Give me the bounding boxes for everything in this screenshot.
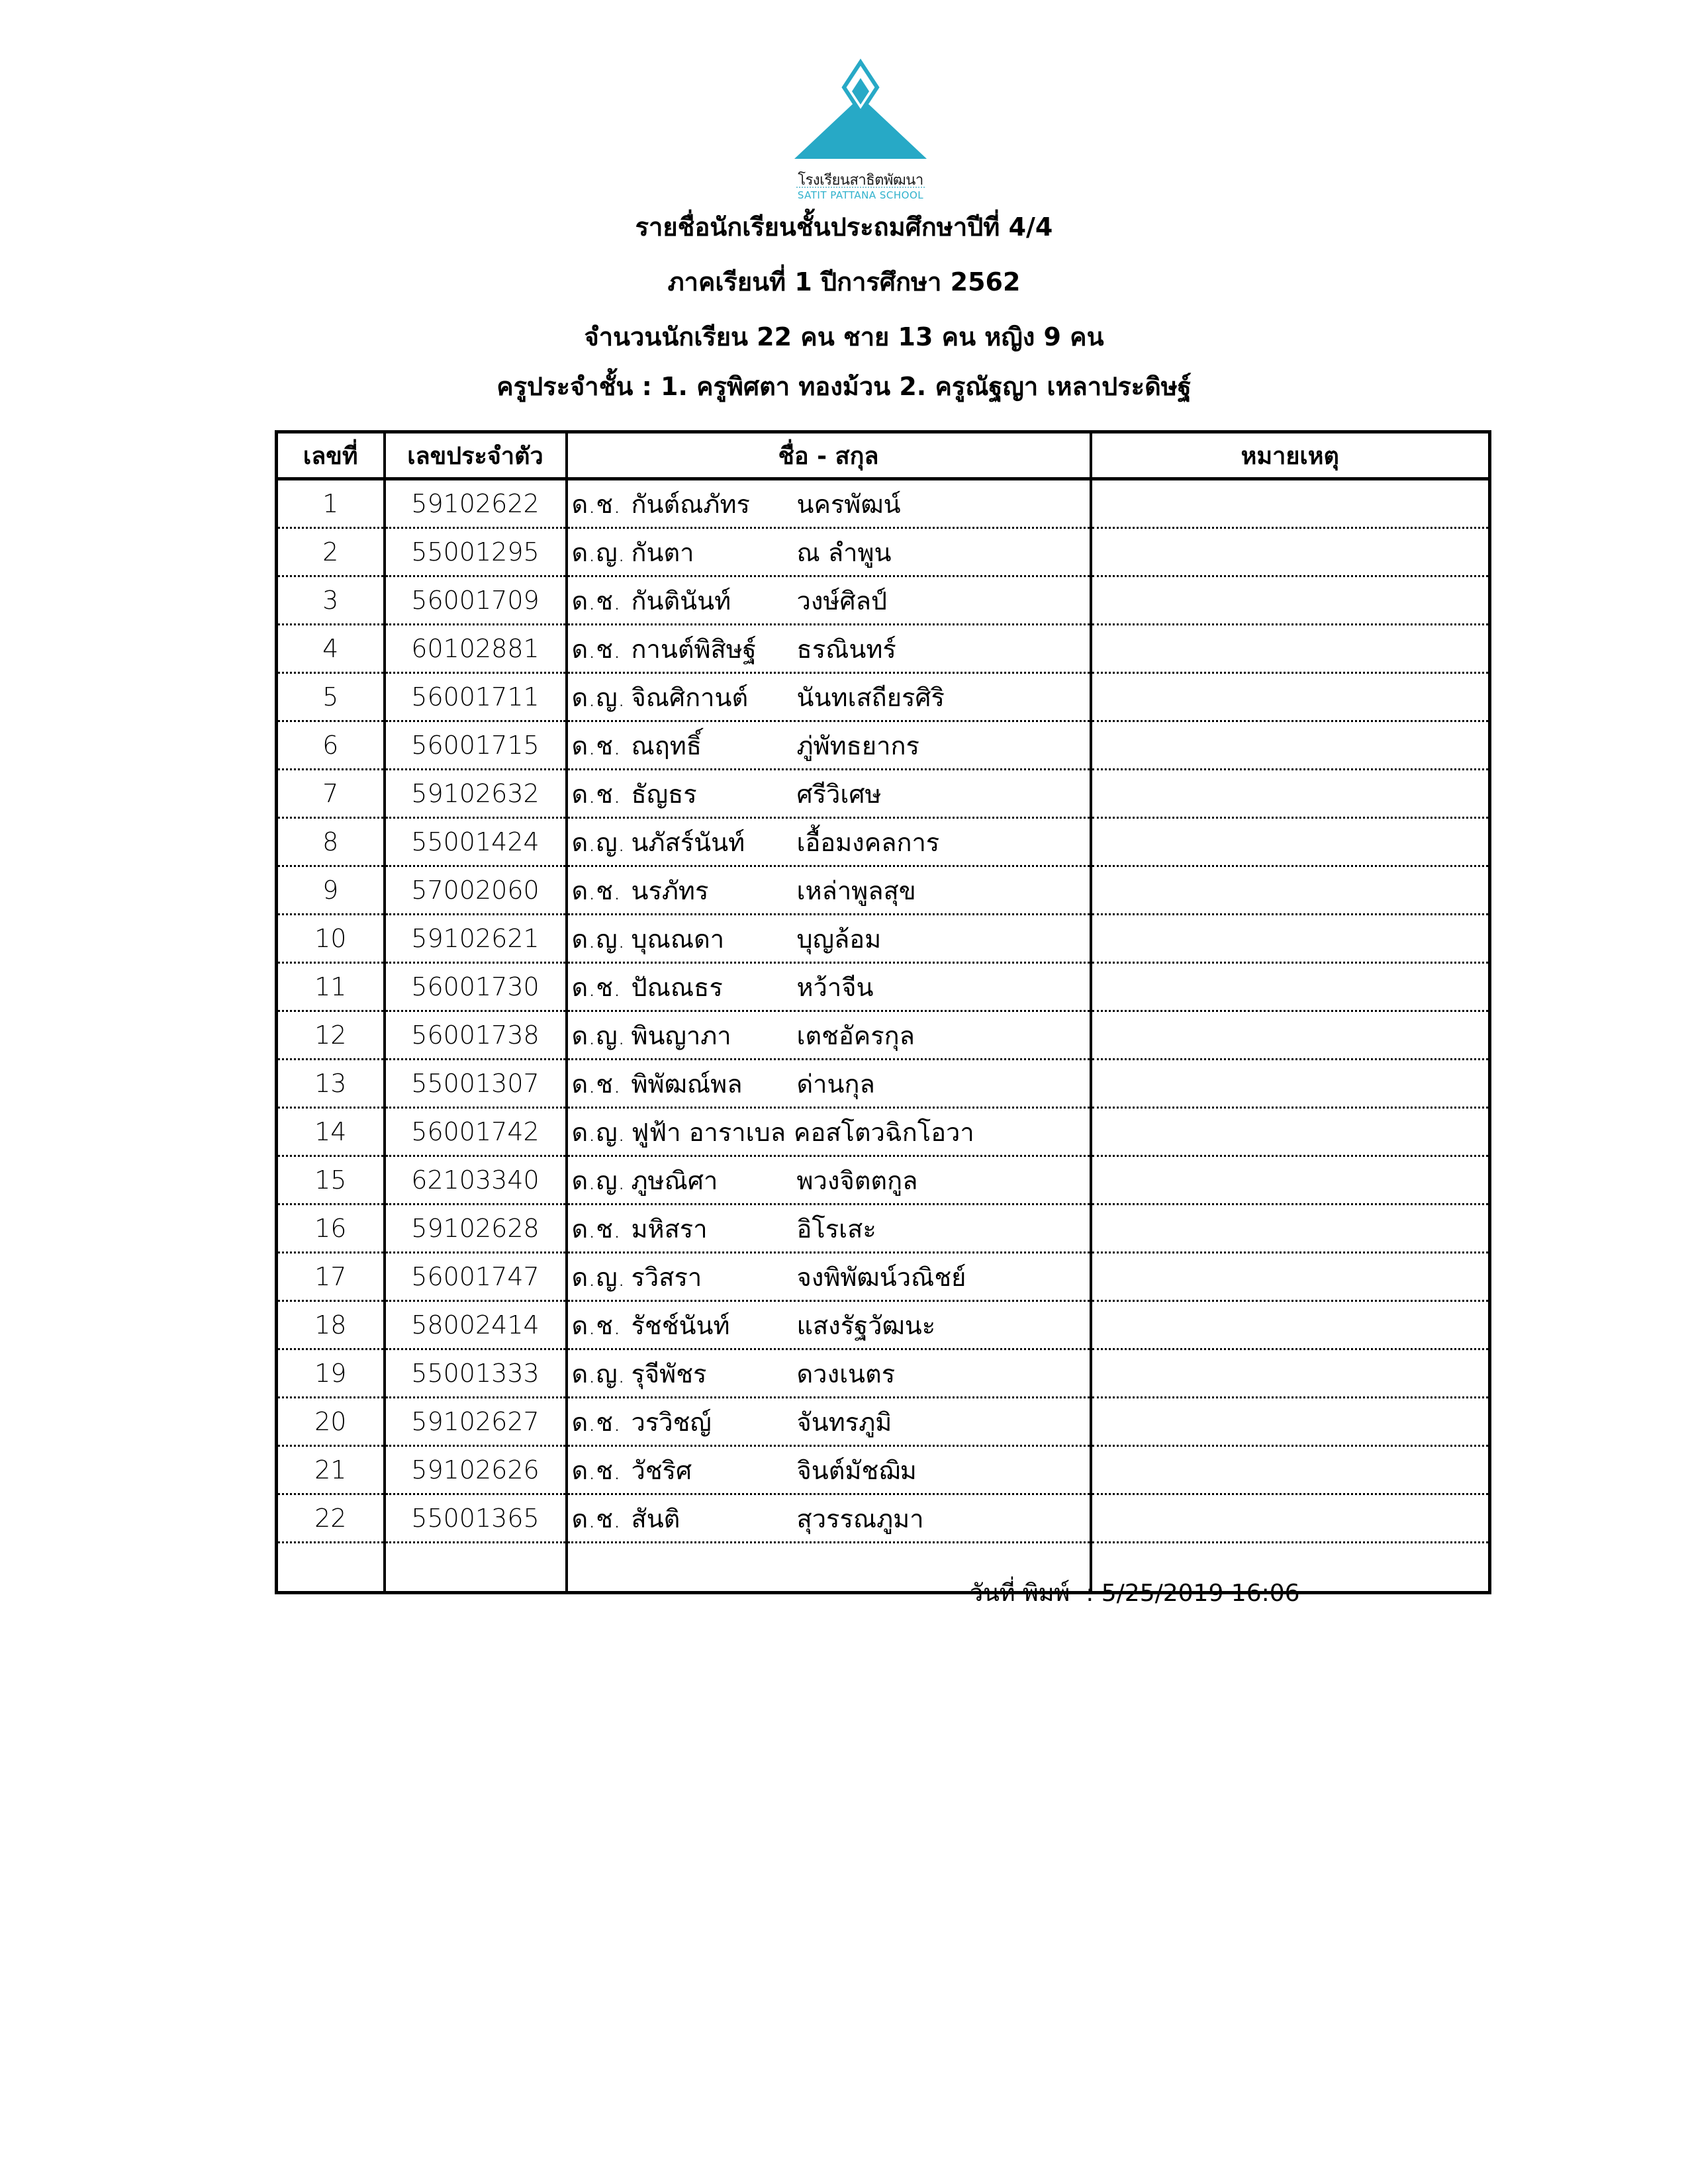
logo-name-thai: โรงเรียนสาธิตพัฒนา [798,172,923,189]
column-header-name: ชื่อ - สกุล [567,432,1091,479]
cell-student-id: 55001365 [385,1494,567,1543]
cell-student-id: 55001295 [385,528,567,576]
cell-number: 10 [277,915,385,963]
cell-remarks[interactable] [1091,1156,1490,1205]
table-row [277,1398,1490,1446]
last-name: คอสโตวฉิกโอวา [794,1117,974,1147]
last-name: นันทเสถียรศิริ [796,682,945,712]
cell-remarks[interactable] [1091,673,1490,721]
last-name: จงพิพัฒน์วณิชย์ [796,1262,966,1292]
last-name: ภู่พัทธยากร [796,731,919,760]
last-name: ด่านกุล [796,1069,875,1099]
table-row [277,625,1490,673]
first-name: นภัสร์นันท์ [631,827,745,857]
table-row [277,1156,1490,1205]
cell-student-id: 56001730 [385,963,567,1011]
last-name: เตชอัครกุล [796,1021,915,1050]
cell-student-id: 59102626 [385,1446,567,1494]
first-name: ฟูฟ้า อาราเบล [631,1117,786,1147]
last-name: อิโรเสะ [796,1214,876,1244]
name-prefix: ด.ญ. [571,682,626,712]
last-name: ศรีวิเศษ [796,779,882,809]
cell-full-name [567,818,1091,866]
last-name: นครพัฒน์ [796,489,901,519]
cell-remarks[interactable] [1091,1301,1490,1349]
cell-number: 16 [277,1205,385,1253]
cell-number: 15 [277,1156,385,1205]
name-prefix: ด.ญ. [571,1262,626,1292]
cell-remarks[interactable] [1091,721,1490,770]
cell-number: 20 [277,1398,385,1446]
cell-student-id: 59102632 [385,770,567,818]
cell-number: 22 [277,1494,385,1543]
cell-student-id: 59102627 [385,1398,567,1446]
last-name: จินต์มัชฌิม [796,1455,917,1485]
name-prefix: ด.ญ. [571,1359,626,1388]
last-name: แสงรัฐวัฒนะ [796,1310,936,1340]
first-name: ธัญธร [631,779,697,809]
first-name: วัชริศ [631,1455,692,1485]
table-row [277,1349,1490,1398]
last-name: ธรณินทร์ [796,634,896,664]
table-header-row [277,432,1490,479]
cell-full-name [567,1060,1091,1108]
cell-student-id: 59102622 [385,479,567,528]
cell-remarks[interactable] [1091,866,1490,915]
name-prefix: ด.ญ. [571,827,626,857]
cell-number: 8 [277,818,385,866]
print-date [970,1574,1300,1612]
cell-remarks[interactable] [1091,1011,1490,1060]
semester-line: ภาคเรียนที่ 1 ปีการศึกษา 2562 [667,267,1021,296]
name-prefix: ด.ช. [571,731,622,760]
first-name: บุณณดา [631,924,725,954]
roster-body [277,479,1490,1593]
first-name: กานต์พิสิษฐ์ [631,634,757,664]
column-header-remarks: หมายเหตุ [1091,432,1490,479]
name-prefix: ด.ช. [571,1455,622,1485]
table-row [277,1446,1490,1494]
name-prefix: ด.ช. [571,876,622,905]
logo-name-english: SATIT PATTANA SCHOOL [797,189,924,201]
cell-remarks[interactable] [1091,1398,1490,1446]
cell-full-name [567,866,1091,915]
last-name: สุวรรณภูมา [796,1504,924,1533]
name-prefix: ด.ญ. [571,924,626,954]
name-prefix: ด.ช. [571,1407,622,1437]
cell-number: 5 [277,673,385,721]
cell-remarks[interactable] [1091,818,1490,866]
table-row [277,576,1490,625]
student-roster-table [275,430,1491,1594]
first-name: รัชช์นันท์ [631,1310,730,1340]
cell-full-name [567,1156,1091,1205]
last-name: วงษ์ศิลป์ [796,586,887,615]
name-prefix: ด.ช. [571,779,622,809]
cell-number [277,1543,385,1593]
first-name: กันตินันท์ [631,586,731,615]
cell-student-id: 56001742 [385,1108,567,1156]
cell-remarks[interactable] [1091,1349,1490,1398]
cell-remarks[interactable] [1091,915,1490,963]
table-row [277,1253,1490,1301]
first-name: สันติ [631,1504,680,1533]
cell-remarks[interactable] [1091,1108,1490,1156]
table-row [277,1060,1490,1108]
cell-full-name [567,721,1091,770]
cell-remarks[interactable] [1091,1205,1490,1253]
cell-remarks[interactable] [1091,1253,1490,1301]
cell-full-name [567,1446,1091,1494]
first-name: กันต์ณภัทร [631,489,750,519]
cell-number: 7 [277,770,385,818]
cell-student-id: 56001715 [385,721,567,770]
cell-number: 9 [277,866,385,915]
cell-full-name [567,1494,1091,1543]
first-name: จิณศิกานต์ [631,682,749,712]
last-name: เหล่าพูลสุข [796,876,916,905]
cell-remarks[interactable] [1091,479,1490,528]
cell-student-id: 58002414 [385,1301,567,1349]
cell-student-id: 59102628 [385,1205,567,1253]
cell-full-name [567,770,1091,818]
cell-full-name [567,1349,1091,1398]
cell-student-id: 62103340 [385,1156,567,1205]
first-name: รวิสรา [631,1262,702,1292]
table-row [277,915,1490,963]
cell-full-name [567,673,1091,721]
column-header-number: เลขที่ [277,432,385,479]
first-name: พินญาภา [631,1021,731,1050]
cell-number: 14 [277,1108,385,1156]
first-name: ภูษณิศา [631,1165,718,1195]
name-prefix: ด.ช. [571,1069,622,1099]
table-row [277,1205,1490,1253]
first-name: ปัณณธร [631,972,723,1002]
name-prefix: ด.ญ. [571,1021,626,1050]
cell-full-name [567,1301,1091,1349]
cell-number: 3 [277,576,385,625]
last-name: เอื้อมงคลการ [796,827,940,857]
cell-student-id: 56001738 [385,1011,567,1060]
cell-full-name [567,625,1091,673]
name-prefix: ด.ช. [571,634,622,664]
table-row [277,1108,1490,1156]
cell-number: 2 [277,528,385,576]
table-row [277,963,1490,1011]
cell-number: 13 [277,1060,385,1108]
last-name: บุญล้อม [796,924,882,954]
cell-full-name [567,1398,1091,1446]
name-prefix: ด.ญ. [571,537,626,567]
table-row [277,673,1490,721]
cell-number: 1 [277,479,385,528]
school-logo [784,58,937,204]
cell-number: 21 [277,1446,385,1494]
cell-full-name [567,915,1091,963]
table-row [277,1494,1490,1543]
cell-remarks[interactable] [1091,625,1490,673]
cell-remarks[interactable] [1091,1060,1490,1108]
cell-number: 19 [277,1349,385,1398]
cell-full-name [567,479,1091,528]
table-row-empty [277,1543,1490,1593]
school-emblem-icon [784,58,937,167]
table-row [277,818,1490,866]
cell-number: 11 [277,963,385,1011]
table-row [277,1301,1490,1349]
homeroom-teachers-line: ครูประจำชั้น : 1. ครูพิศตา ทองม้วน 2. ครูณัฐญา เหลาประดิษฐ์ [496,372,1192,401]
name-prefix: ด.ช. [571,489,622,519]
name-prefix: ด.ญ. [571,1117,626,1147]
student-count-line: จำนวนนักเรียน 22 คน ชาย 13 คน หญิง 9 คน [584,322,1104,351]
cell-remarks[interactable] [1091,963,1490,1011]
first-name: มหิสรา [631,1214,708,1244]
cell-student-id: 57002060 [385,866,567,915]
cell-remarks[interactable] [1091,1494,1490,1543]
table-row [277,770,1490,818]
cell-student-id: 55001424 [385,818,567,866]
last-name: พวงจิตตกูล [796,1165,918,1195]
cell-remarks[interactable] [1091,576,1490,625]
cell-student-id: 60102881 [385,625,567,673]
cell-student-id: 55001333 [385,1349,567,1398]
logo-divider [796,187,925,188]
first-name: ณฤทธิ์ [631,731,702,760]
table-row [277,866,1490,915]
table-row [277,721,1490,770]
cell-remarks[interactable] [1091,770,1490,818]
name-prefix: ด.ช. [571,1310,622,1340]
print-date-label: วันที่ พิมพ์ [970,1580,1070,1607]
first-name: นรภัทร [631,876,709,905]
cell-student-id: 55001307 [385,1060,567,1108]
cell-number: 6 [277,721,385,770]
cell-remarks[interactable] [1091,1446,1490,1494]
cell-number: 18 [277,1301,385,1349]
name-prefix: ด.ช. [571,1504,622,1533]
cell-student-id: 56001709 [385,576,567,625]
last-name: จันทรภูมิ [796,1407,892,1437]
print-date-value: : 5/25/2019 16:06 [1086,1580,1300,1607]
cell-student-id: 59102621 [385,915,567,963]
cell-number: 12 [277,1011,385,1060]
last-name: หว้าจีน [796,972,874,1002]
first-name: กันตา [631,537,694,567]
table-row [277,1011,1490,1060]
last-name: ดวงเนตร [796,1359,896,1388]
cell-student-id [385,1543,567,1593]
cell-full-name [567,528,1091,576]
first-name: วรวิชญ์ [631,1407,712,1437]
name-prefix: ด.ช. [571,972,622,1002]
cell-full-name [567,1205,1091,1253]
column-header-student-id: เลขประจำตัว [385,432,567,479]
table-row [277,528,1490,576]
cell-full-name [567,1011,1091,1060]
cell-full-name [567,1108,1091,1156]
cell-full-name [567,576,1091,625]
first-name: พิพัฒณ์พล [631,1069,743,1099]
name-prefix: ด.ช. [571,586,622,615]
name-prefix: ด.ญ. [571,1165,626,1195]
cell-student-id: 56001711 [385,673,567,721]
document-title: รายชื่อนักเรียนชั้นประถมศึกษาปีที่ 4/4 [635,212,1053,242]
cell-number: 4 [277,625,385,673]
table-row [277,479,1490,528]
first-name: รุจีพัชร [631,1359,707,1388]
cell-full-name [567,963,1091,1011]
cell-full-name [567,1253,1091,1301]
last-name: ณ ลำพูน [796,537,892,567]
cell-number: 17 [277,1253,385,1301]
cell-student-id: 56001747 [385,1253,567,1301]
cell-remarks[interactable] [1091,528,1490,576]
name-prefix: ด.ช. [571,1214,622,1244]
